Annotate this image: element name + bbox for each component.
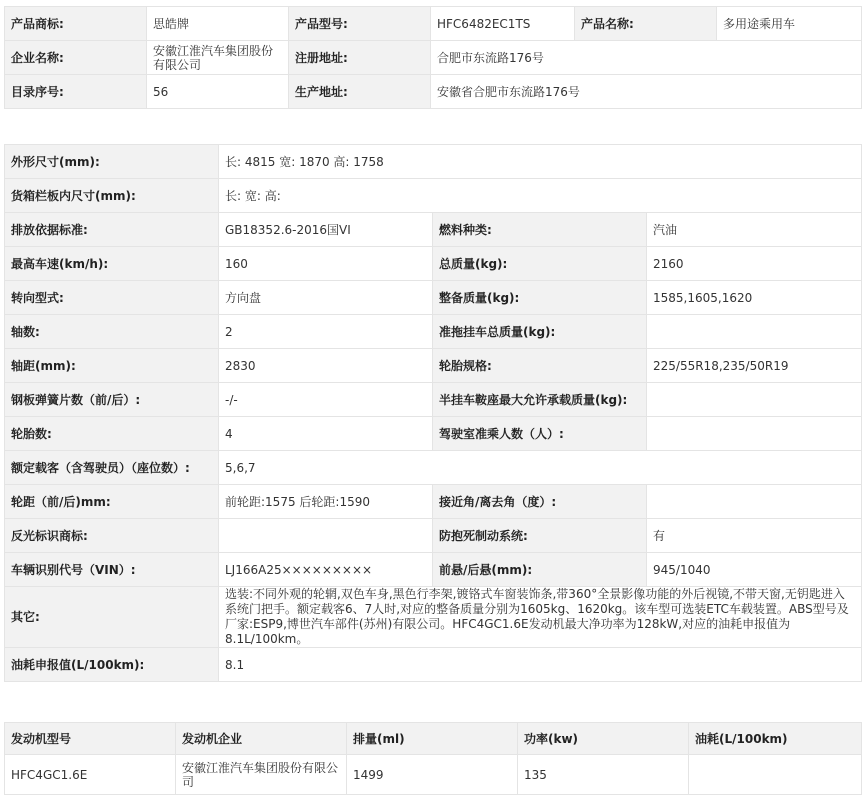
- emission-label: 排放依据标准:: [5, 213, 219, 247]
- abs-label: 防抱死制动系统:: [433, 519, 647, 553]
- prod-addr-value: 安徽省合肥市东流路176号: [431, 75, 862, 109]
- cab-value: [647, 417, 862, 451]
- angle-label: 接近角/离去角（度）:: [433, 485, 647, 519]
- dims-label: 外形尺寸(mm):: [5, 145, 219, 179]
- wheelbase-value: 2830: [219, 349, 433, 383]
- reflect-label: 反光标识商标:: [5, 519, 219, 553]
- prod-addr-label: 生产地址:: [289, 75, 431, 109]
- engine-header-displacement: 排量(ml): [347, 723, 518, 755]
- engine-model: HFC4GC1.6E: [5, 755, 176, 795]
- saddle-label: 半挂车鞍座最大允许承载质量(kg):: [433, 383, 647, 417]
- other-value: 选装:不同外观的轮辋,双色车身,黑色行李架,镀铬式车窗装饰条,带360°全景影像功能的外后视镜,不带天窗,无钥匙进入系统门把手。额定载客6、7人时,对应的整备质量分别为1605kg、1620kg。该车型可选装ETC车载装置。ABS型号及厂家:ESP9,博世汽车部件(苏州)有限公司。HFC4GC1.6E发动机最大净功率为128kW,对应的油耗申报值为8.1L/100km。: [219, 587, 862, 648]
- name-label: 产品名称:: [575, 7, 717, 41]
- trailer-value: [647, 315, 862, 349]
- curb-label: 整备质量(kg):: [433, 281, 647, 315]
- tire-value: 225/55R18,235/50R19: [647, 349, 862, 383]
- fuel-cons-label: 油耗申报值(L/100km):: [5, 648, 219, 682]
- engine-company: 安徽江淮汽车集团股份有限公司: [176, 755, 347, 795]
- model-value: HFC6482EC1TS: [431, 7, 575, 41]
- abs-value: 有: [647, 519, 862, 553]
- angle-value: [647, 485, 862, 519]
- cab-label: 驾驶室准乘人数（人）:: [433, 417, 647, 451]
- tire-label: 轮胎规格:: [433, 349, 647, 383]
- table-row: [5, 755, 862, 795]
- reg-addr-value: 合肥市东流路176号: [431, 41, 862, 75]
- cargo-label: 货箱栏板内尺寸(mm):: [5, 179, 219, 213]
- brand-value: 思皓牌: [147, 7, 289, 41]
- reg-addr-label: 注册地址:: [289, 41, 431, 75]
- fuel-cons-value: 8.1: [219, 648, 862, 682]
- axles-label: 轴数:: [5, 315, 219, 349]
- speed-value: 160: [219, 247, 433, 281]
- tires-label: 轮胎数:: [5, 417, 219, 451]
- cargo-value: 长: 宽: 高:: [219, 179, 862, 213]
- emission-value: GB18352.6-2016国VI: [219, 213, 433, 247]
- catalog-value: 56: [147, 75, 289, 109]
- other-label: 其它:: [5, 587, 219, 648]
- speed-label: 最高车速(km/h):: [5, 247, 219, 281]
- model-label: 产品型号:: [289, 7, 431, 41]
- vin-label: 车辆识别代号（VIN）:: [5, 553, 219, 587]
- basic-info-table: [4, 6, 862, 109]
- engine-header-fuel: 油耗(L/100km): [689, 723, 862, 755]
- engine-power: 135: [518, 755, 689, 795]
- dims-value: 长: 4815 宽: 1870 高: 1758: [219, 145, 862, 179]
- company-value: 安徽江淮汽车集团股份有限公司: [147, 41, 289, 75]
- company-label: 企业名称:: [5, 41, 147, 75]
- spec-table: [4, 144, 862, 682]
- wheelbase-label: 轴距(mm):: [5, 349, 219, 383]
- overhang-value: 945/1040: [647, 553, 862, 587]
- curb-value: 1585,1605,1620: [647, 281, 862, 315]
- vin-value: LJ166A25×××××××××: [219, 553, 433, 587]
- steer-label: 转向型式:: [5, 281, 219, 315]
- axles-value: 2: [219, 315, 433, 349]
- seats-value: 5,6,7: [219, 451, 862, 485]
- fuel-label: 燃料种类:: [433, 213, 647, 247]
- engine-fuel: [689, 755, 862, 795]
- catalog-label: 目录序号:: [5, 75, 147, 109]
- spring-value: -/-: [219, 383, 433, 417]
- spring-label: 钢板弹簧片数（前/后）:: [5, 383, 219, 417]
- engine-displacement: 1499: [347, 755, 518, 795]
- track-label: 轮距（前/后)mm:: [5, 485, 219, 519]
- engine-table: [4, 722, 862, 795]
- track-value: 前轮距:1575 后轮距:1590: [219, 485, 433, 519]
- reflect-value: [219, 519, 433, 553]
- overhang-label: 前悬/后悬(mm):: [433, 553, 647, 587]
- steer-value: 方向盘: [219, 281, 433, 315]
- seats-label: 额定载客（含驾驶员）（座位数）:: [5, 451, 219, 485]
- trailer-label: 准拖挂车总质量(kg):: [433, 315, 647, 349]
- name-value: 多用途乘用车: [717, 7, 862, 41]
- brand-label: 产品商标:: [5, 7, 147, 41]
- fuel-value: 汽油: [647, 213, 862, 247]
- engine-header-company: 发动机企业: [176, 723, 347, 755]
- engine-header-power: 功率(kw): [518, 723, 689, 755]
- tires-value: 4: [219, 417, 433, 451]
- saddle-value: [647, 383, 862, 417]
- gross-value: 2160: [647, 247, 862, 281]
- engine-header-model: 发动机型号: [5, 723, 176, 755]
- gross-label: 总质量(kg):: [433, 247, 647, 281]
